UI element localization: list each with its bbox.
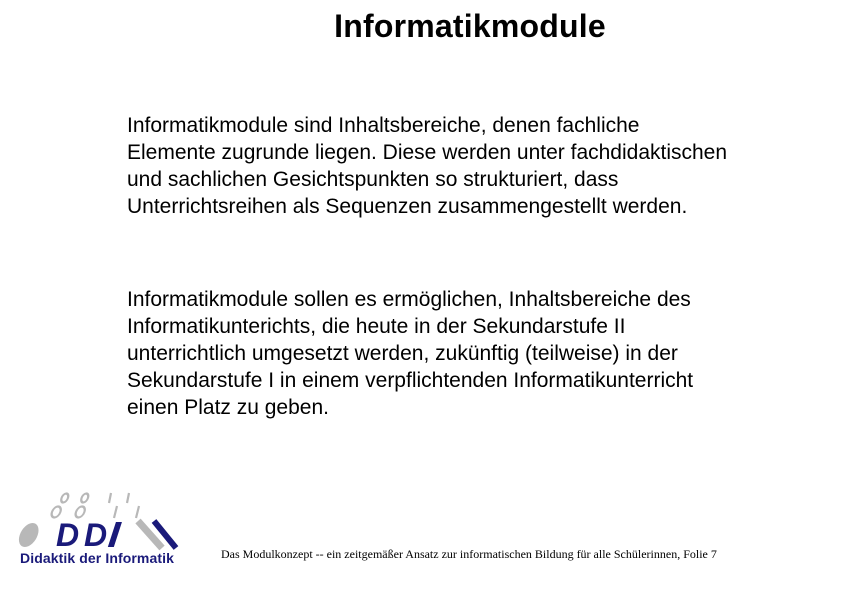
paragraph-line: einen Platz zu geben.: [127, 396, 329, 419]
paragraph-line: Unterrichtsreihen als Sequenzen zusammengestellt werden.: [127, 195, 688, 218]
paragraph-line: Elemente zugrunde liegen. Diese werden unter fachdidaktischen: [127, 141, 728, 164]
logo-letter-d2: D: [84, 517, 108, 553]
logo-caption: Didaktik der Informatik: [20, 550, 175, 566]
paragraph-line: Informatikmodule sind Inhaltsbereiche, denen fachliche: [127, 114, 640, 137]
paragraph-line: Informatikunterichts, die heute in der Sekundarstufe II: [127, 315, 626, 338]
slide-title: Informatikmodule: [334, 8, 606, 44]
paragraph-line: und sachlichen Gesichtspunkten so strukturiert, dass: [127, 168, 619, 191]
paragraph-line: unterrichtlich umgesetzt werden, zukünftig (teilweise) in der: [127, 342, 678, 365]
logo-letter-d1: D: [56, 517, 80, 553]
paragraph-line: Sekundarstufe I in einem verpflichtenden Informatikunterricht: [127, 369, 694, 392]
slide-footer: Das Modulkonzept -- ein zeitgemäßer Ansatz zur informatischen Bildung für alle Schülerinnen, Folie 7: [221, 547, 717, 561]
paragraph-line: Informatikmodule sollen es ermöglichen, Inhaltsbereiche des: [127, 288, 691, 311]
paragraph-definition: [127, 112, 827, 220]
paragraph-goal: [127, 286, 827, 421]
